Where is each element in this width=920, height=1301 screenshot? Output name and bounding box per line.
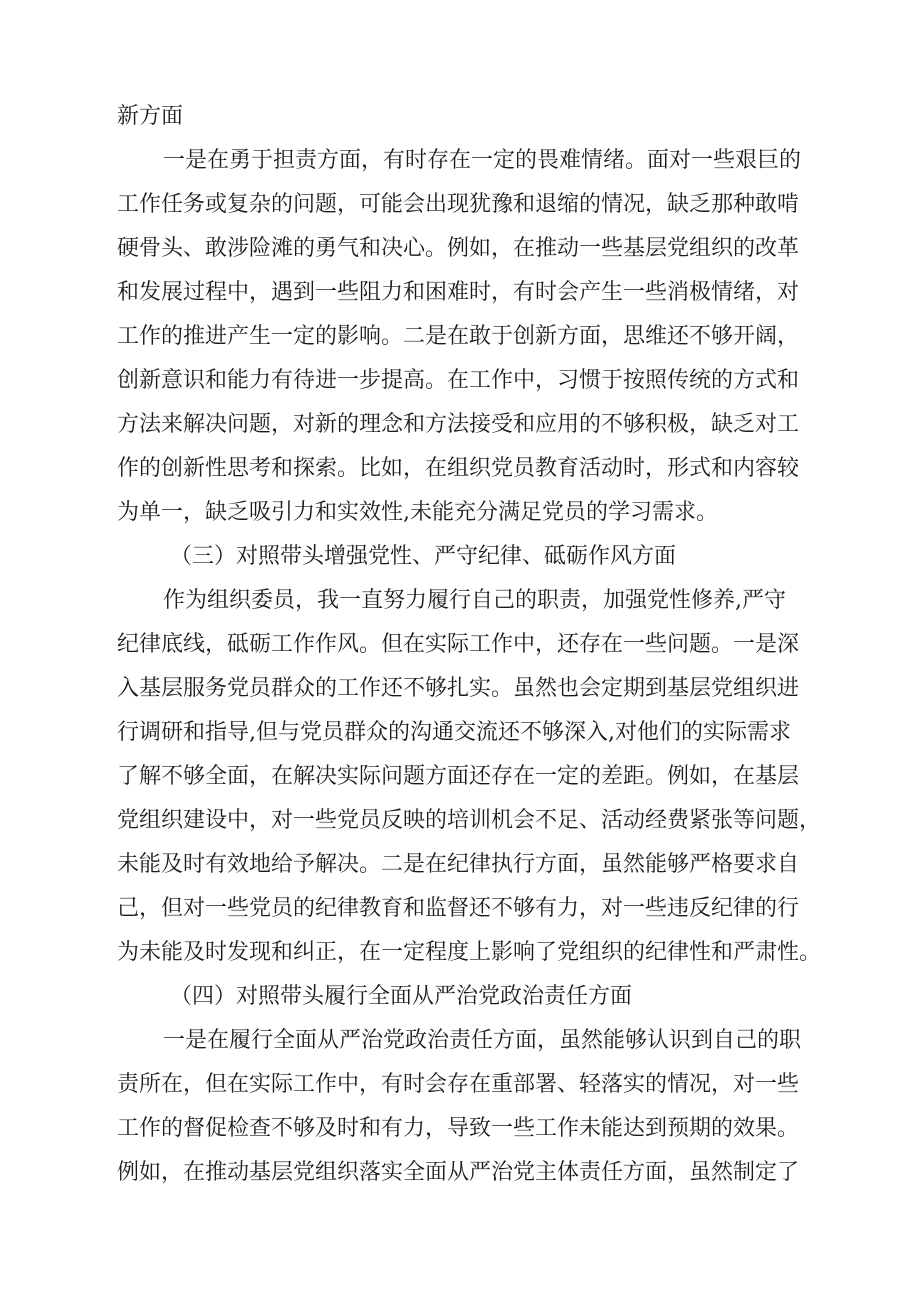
text-line-20 <box>0 929 920 977</box>
text-line-24-content: 工作的督促检查不够及时和有力，导致一些工作未能达到预期的效果。 <box>117 1116 800 1141</box>
text-line-5-content: 和发展过程中，遇到一些阻力和困难时，有时会产生一些消极情绪，对 <box>117 280 800 305</box>
text-line-25-content: 例如，在推动基层党组织落实全面从严治党主体责任方面，虽然制定了 <box>117 1160 800 1185</box>
text-line-3 <box>0 181 920 229</box>
text-line-6-content: 工作的推进产生一定的影响。二是在敢于创新方面，思维还不够开阔， <box>117 324 800 349</box>
text-line-9 <box>0 445 920 493</box>
text-line-17 <box>0 797 920 845</box>
text-line-15-content: 行调研和指导,但与党员群众的沟通交流还不够深入,对他们的实际需求 <box>117 720 791 745</box>
text-line-18-content: 未能及时有效地给予解决。二是在纪律执行方面，虽然能够严格要求自 <box>117 852 800 877</box>
text-line-6 <box>0 313 920 361</box>
text-line-8-content: 方法来解决问题，对新的理念和方法接受和应用的不够积极，缺乏对工 <box>117 412 800 437</box>
text-line-18 <box>0 841 920 889</box>
text-line-19 <box>0 885 920 933</box>
text-line-9-content: 作的创新性思考和探索。比如，在组织党员教育活动时，形式和内容较 <box>117 456 800 481</box>
text-line-1-content: 新方面 <box>117 104 184 129</box>
text-line-8 <box>0 401 920 449</box>
section-heading-3 <box>0 533 920 581</box>
text-line-1 <box>0 93 920 141</box>
text-line-14 <box>0 665 920 713</box>
text-line-16-content: 了解不够全面，在解决实际问题方面还存在一定的差距。例如，在基层 <box>117 764 800 789</box>
text-line-25 <box>0 1149 920 1197</box>
text-line-12-content: 作为组织委员，我一直努力履行自己的职责，加强党性修养,严守 <box>163 588 786 613</box>
text-line-24 <box>0 1105 920 1153</box>
text-line-13 <box>0 621 920 669</box>
text-line-3-content: 工作任务或复杂的问题，可能会出现犹豫和退缩的情况，缺乏那种敢啃 <box>117 192 800 217</box>
text-line-16 <box>0 753 920 801</box>
text-line-22-content: 一是在履行全面从严治党政治责任方面，虽然能够认识到自己的职 <box>163 1028 802 1053</box>
text-line-19-content: 己，但对一些党员的纪律教育和监督还不够有力，对一些违反纪律的行 <box>117 896 800 921</box>
text-line-2 <box>0 137 920 185</box>
section-heading-3-content: （三）对照带头增强党性、严守纪律、砥砺作风方面 <box>170 544 677 569</box>
text-line-2-content: 一是在勇于担责方面，有时存在一定的畏难情绪。面对一些艰巨的 <box>163 148 802 173</box>
text-line-10-content: 为单一，缺乏吸引力和实效性,未能充分满足党员的学习需求。 <box>117 500 718 525</box>
text-line-4 <box>0 225 920 273</box>
text-line-15 <box>0 709 920 757</box>
text-line-13-content: 纪律底线，砥砺工作作风。但在实际工作中，还存在一些问题。一是深 <box>117 632 800 657</box>
text-line-23-content: 责所在，但在实际工作中，有时会存在重部署、轻落实的情况，对一些 <box>117 1072 800 1097</box>
section-heading-4-content: （四）对照带头履行全面从严治党政治责任方面 <box>170 984 633 1009</box>
section-heading-4 <box>0 973 920 1021</box>
text-line-10 <box>0 489 920 537</box>
text-line-22 <box>0 1017 920 1065</box>
text-line-12 <box>0 577 920 625</box>
text-line-17-content: 党组织建设中，对一些党员反映的培训机会不足、活动经费紧张等问题， <box>117 808 822 833</box>
text-line-20-content: 为未能及时发现和纠正，在一定程度上影响了党组织的纪律性和严肃性。 <box>117 940 822 965</box>
text-line-14-content: 入基层服务党员群众的工作还不够扎实。虽然也会定期到基层党组织进 <box>117 676 800 701</box>
text-line-23 <box>0 1061 920 1109</box>
text-line-5 <box>0 269 920 317</box>
text-line-4-content: 硬骨头、敢涉险滩的勇气和决心。例如，在推动一些基层党组织的改革 <box>117 236 800 261</box>
text-line-7 <box>0 357 920 405</box>
text-line-7-content: 创新意识和能力有待进一步提高。在工作中，习惯于按照传统的方式和 <box>117 368 800 393</box>
